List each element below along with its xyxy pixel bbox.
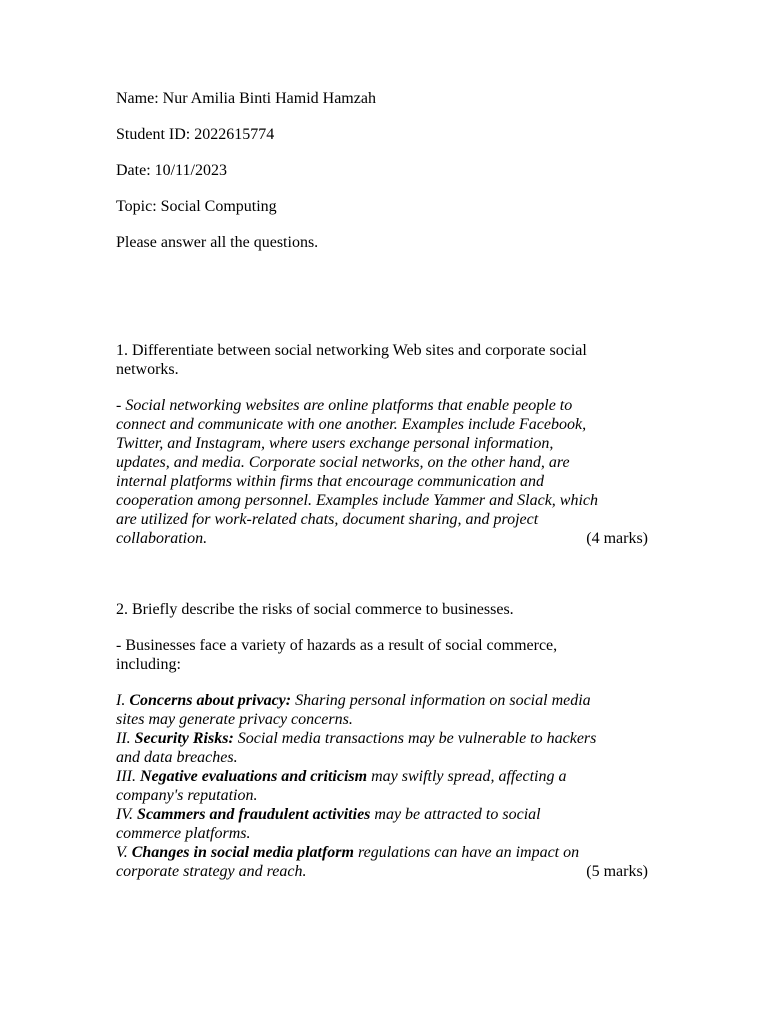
date: Date: 10/11/2023 [116,162,227,179]
risk-text: may be attracted to social [370,806,541,823]
q1-question-line-1: 1. Differentiate between social networking Web sites and corporate social [116,342,587,359]
risk-text: Social media transactions may be vulnerable to hackers [233,730,597,747]
q1-answer-line: - Social networking websites are online platforms that enable people to [116,397,573,414]
q2-risk-item-cont: company's reputation. [116,787,258,804]
risk-title: Changes in social media platform [131,844,354,861]
risk-title: Scammers and fraudulent activities [137,806,371,823]
risk-numeral: I. [116,692,130,709]
q2-last-row [116,862,648,881]
topic: Topic: Social Computing [116,198,277,215]
risk-title: Concerns about privacy: [129,692,292,709]
q1-answer-last: collaboration. [116,530,208,547]
q2-risk-item [116,767,566,786]
risk-title: Negative evaluations and criticism [139,768,368,785]
q2-risk-item [116,691,591,710]
q1-answer-line: are utilized for work-related chats, document sharing, and project [116,511,539,528]
q2-risk-item-cont: commerce platforms. [116,825,251,842]
q2-risk-item [116,729,596,748]
q1-answer-line: internal platforms within firms that encourage communication and [116,473,544,490]
q1-answer-last-row [116,529,648,548]
q2-risk-item [116,805,541,824]
risk-numeral: V. [116,844,132,861]
q2-intro-line-2: including: [116,656,181,673]
q1-answer-line: connect and communicate with one another. Examples include Facebook, [116,416,587,433]
q2-risk-item-cont: and data breaches. [116,749,238,766]
risk-text: may swiftly spread, affecting a [367,768,567,785]
q1-answer-line: Twitter, and Instagram, where users exchange personal information, [116,435,554,452]
risk-title: Security Risks: [134,730,234,747]
q1-answer-line: cooperation among personnel. Examples include Yammer and Slack, which [116,492,599,509]
q1-question-line-2: networks. [116,361,179,378]
q2-risk-item-cont: sites may generate privacy concerns. [116,711,353,728]
student-id: Student ID: 2022615774 [116,126,275,143]
q2-question: 2. Briefly describe the risks of social commerce to businesses. [116,601,514,618]
q2-risk-item-cont: corporate strategy and reach. [116,863,307,880]
student-name: Name: Nur Amilia Binti Hamid Hamzah [116,90,376,107]
q1-marks: (4 marks) [586,530,648,547]
risk-numeral: IV. [116,806,138,823]
risk-text: regulations can have an impact on [353,844,580,861]
risk-text: Sharing personal information on social media [291,692,591,709]
q2-intro-line-1: - Businesses face a variety of hazards as a result of social commerce, [116,637,558,654]
q2-marks: (5 marks) [586,863,648,880]
risk-numeral: III. [116,768,140,785]
risk-numeral: II. [116,730,135,747]
q1-answer-line: updates, and media. Corporate social networks, on the other hand, are [116,454,570,471]
instruction: Please answer all the questions. [116,234,319,251]
q2-risk-item [116,843,579,862]
